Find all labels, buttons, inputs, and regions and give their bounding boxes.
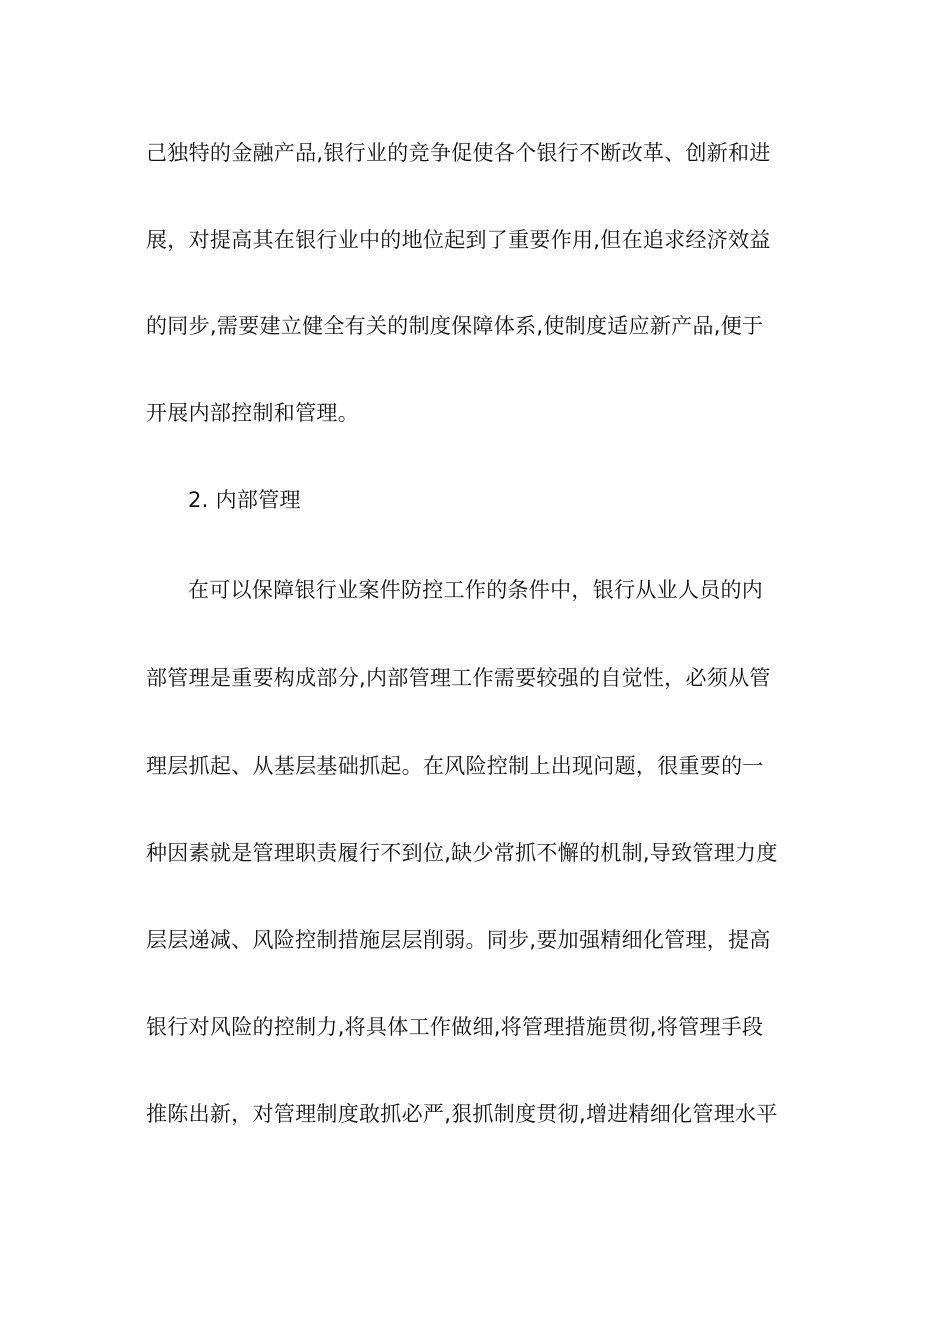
paragraph2-line2: 部管理是重要构成部分,内部管理工作需要较强的自觉性，必须从管 [146, 666, 771, 690]
paragraph2-line1: 在可以保障银行业案件防控工作的条件中，银行从业人员的内 [188, 578, 764, 602]
section-heading: 2. 内部管理 [188, 488, 301, 512]
paragraph1-line3: 的同步,需要建立健全有关的制度保障体系,使制度适应新产品,便于 [146, 314, 764, 338]
paragraph2-line3: 理层抓起、从基层基础抓起。在风险控制上出现问题，很重要的一 [146, 754, 764, 778]
paragraph2-line5: 层层递减、风险控制措施层层削弱。同步,要加强精细化管理，提高 [146, 928, 771, 952]
paragraph1-line1: 己独特的金融产品,银行业的竞争促使各个银行不断改革、创新和进 [146, 141, 771, 165]
paragraph2-line4: 种因素就是管理职责履行不到位,缺少常抓不懈的机制,导致管理力度 [146, 841, 778, 865]
paragraph2-line6: 银行对风险的控制力,将具体工作做细,将管理措施贯彻,将管理手段 [146, 1015, 764, 1039]
paragraph1-line4: 开展内部控制和管理。 [146, 401, 359, 425]
paragraph2-line7: 推陈出新，对管理制度敢抓必严,狠抓制度贯彻,增进精细化管理水平 [146, 1102, 778, 1126]
paragraph1-line2: 展，对提高其在银行业中的地位起到了重要作用,但在追求经济效益 [146, 228, 771, 252]
